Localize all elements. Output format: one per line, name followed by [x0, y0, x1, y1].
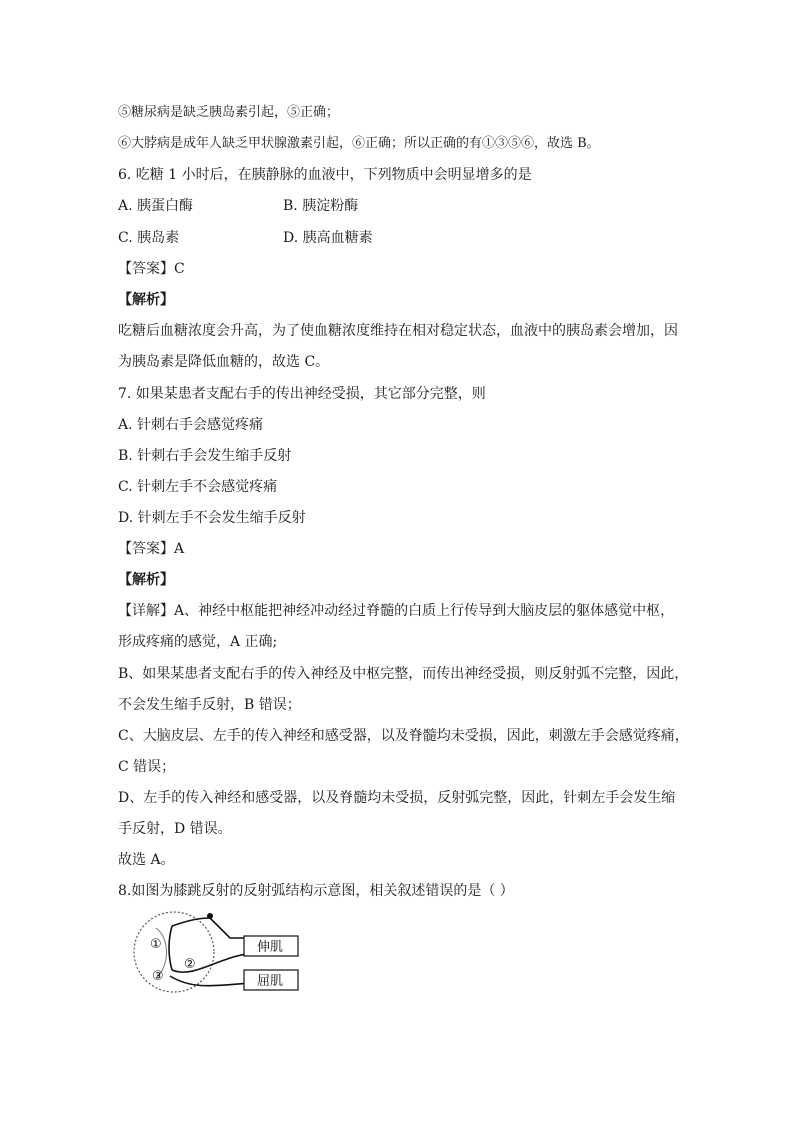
reflex-arc-diagram	[126, 908, 306, 998]
sensory-link	[172, 918, 210, 926]
spinal-cord-outline	[134, 912, 214, 992]
detail-5: C、大脑皮层、左手的传入神经和感受器，以及脊髓均未受损，因此，刺激左手会感觉疼痛，	[118, 728, 689, 744]
q6-option-a: A. 胰蛋白酶	[118, 198, 194, 214]
label-3: ③	[152, 969, 164, 984]
analysis-heading-6: 【解析】	[118, 292, 174, 308]
detail-4: 不会发生缩手反射，B 错误；	[118, 697, 301, 713]
question-8: 8.如图为膝跳反射的反射弧结构示意图，相关叙述错误的是（ ）	[118, 883, 514, 899]
detail-3: B、如果某患者支配右手的传入神经及中枢完整，而传出神经受损，则反射弧不完整，因此，	[118, 666, 689, 682]
flexor-label: 屈肌	[257, 974, 284, 989]
interneuron-path	[169, 926, 172, 970]
detail-8: 手反射，D 错误。	[118, 821, 232, 837]
detail-1: 【详解】A、神经中枢能把神经冲动经过脊髓的白质上行传导到大脑皮层的躯体感觉中枢，	[118, 603, 675, 619]
explain-6a: 吃糖后血糖浓度会升高，为了使血糖浓度维持在相对稳定状态，血液中的胰岛素会增加，因	[118, 323, 678, 339]
explain-6b: 为胰岛素是降低血糖的，故选 C。	[118, 354, 330, 370]
q7-option-c: C. 针刺左手不会感觉疼痛	[118, 479, 278, 495]
l1: ⑤糖尿病是缺乏胰岛素引起，⑤正确；	[118, 105, 340, 120]
answer-7: 【答案】A	[118, 541, 185, 557]
answer-6: 【答案】C	[118, 261, 185, 277]
sensory-neuron	[210, 918, 266, 938]
detail-7: D、左手的传入神经和感受器，以及脊髓均未受损，反射弧完整，因此，针刺左手会发生缩	[118, 790, 676, 806]
q7-option-a: A. 针刺右手会感觉疼痛	[118, 417, 264, 433]
detail-2: 形成疼痛的感觉，A 正确;	[118, 634, 278, 650]
label-1: ①	[150, 937, 162, 952]
q6-option-c: C. 胰岛素	[118, 230, 180, 246]
question-7: 7. 如果某患者支配右手的传出神经受损，其它部分完整，则	[118, 386, 486, 402]
detail-6: C 错误；	[118, 759, 176, 775]
q6-option-b: B. 胰淀粉酶	[283, 198, 359, 214]
receptor-dot	[207, 913, 213, 919]
q7-option-d: D. 针刺左手不会发生缩手反射	[118, 510, 306, 526]
extensor-label: 伸肌	[257, 940, 284, 955]
label-2: ②	[184, 957, 196, 972]
q6-option-d: D. 胰高血糖素	[283, 230, 373, 246]
analysis-heading-7: 【解析】	[118, 572, 174, 588]
q7-option-b: B. 针刺右手会发生缩手反射	[118, 448, 292, 464]
question-6: 6. 吃糖 1 小时后，在胰静脉的血液中，下列物质中会明显增多的是	[118, 167, 532, 183]
l2: ⑥大脖病是成年人缺乏甲状腺激素引起，⑥正确；所以正确的有①③⑤⑥，故选 B。	[118, 136, 600, 151]
detail-9: 故选 A。	[118, 852, 175, 868]
